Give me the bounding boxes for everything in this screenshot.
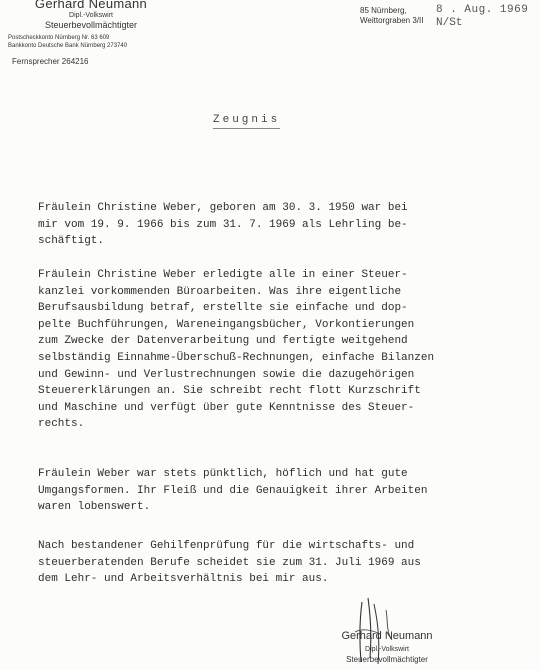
- document-heading: Zeugnis: [213, 114, 280, 129]
- text-line: Fräulein Christine Weber, geboren am 30. 3. 1950 war bei: [38, 202, 408, 214]
- text-line: Nach bestandener Gehilfenprüfung für die wirtschafts- und: [38, 540, 415, 552]
- text-line: und Maschine und verfügt über gute Kenntnisse des Steuer-: [38, 401, 415, 414]
- letter-date: 8 . Aug. 1969: [436, 4, 529, 16]
- text-line: selbständig Einnahme-Überschuß-Rechnungen, einfache Bilanzen: [38, 351, 435, 364]
- letterhead-phone: Fernsprecher 264216: [12, 57, 89, 66]
- text-line: Fräulein Weber war stets pünktlich, höflich und hat gute: [38, 468, 408, 480]
- text-line: und Gewinn- und Verlustrechnungen sowie die dazugehörigen: [38, 368, 415, 381]
- text-line: pelte Buchführungen, Wareneingangsbücher, Vorkontierungen: [38, 318, 415, 331]
- text-line: schäftigt.: [38, 235, 105, 248]
- text-line: dem Lehr- und Arbeitsverhältnis bei mir aus.: [38, 573, 329, 586]
- text-line: Umgangsformen. Ihr Fleiß und die Genauigkeit ihrer Arbeiten: [38, 484, 428, 497]
- text-line: waren lobenswert.: [38, 501, 151, 514]
- text-line: Berufsausbildung betraf, erstellte sie einfache und dop-: [38, 302, 408, 315]
- letterhead: [6, 0, 176, 67]
- reference-initials: N/St: [436, 17, 463, 29]
- letterhead-bank-info: [6, 34, 176, 50]
- text-line: mir vom 19. 9. 1966 bis zum 31. 7. 1969 als Lehrling be-: [38, 218, 408, 231]
- text-line: rechts.: [38, 418, 85, 431]
- letterhead-role: Steuerbevollmächtigter: [44, 20, 138, 30]
- signature-stamp: [312, 630, 462, 665]
- paragraph-2: [38, 267, 508, 433]
- stamp-role: Steuerbevollmächtigter: [346, 655, 428, 664]
- postal-account: Postscheckkonto Nürnberg Nr. 63 609: [8, 35, 110, 41]
- paragraph-3: [38, 466, 508, 516]
- stamp-title: Dipl.-Volkswirt: [365, 646, 409, 653]
- bank-account: Bankkonto Deutsche Bank Nürnberg 273740: [8, 43, 128, 49]
- address-street: Weittorgraben 3/II: [360, 16, 424, 25]
- sender-address: [360, 6, 423, 26]
- text-line: steuerberatenden Berufe scheidet sie zum 31. Juli 1969 aus: [38, 556, 421, 569]
- letterhead-name: Gerhard Neumann: [34, 0, 148, 11]
- paragraph-1: [38, 200, 508, 250]
- address-city: 85 Nürnberg,: [360, 6, 407, 15]
- paragraph-4: [38, 538, 508, 588]
- text-line: Fräulein Christine Weber erledigte alle in einer Steuer-: [38, 269, 408, 281]
- text-line: kanzlei vorkommenden Büroarbeiten. Was ihre eigentliche: [38, 285, 402, 298]
- stamp-name: Gerhard Neumann: [341, 630, 433, 642]
- text-line: Steuererklärungen an. Sie schreibt recht flott Kurzschrift: [38, 385, 421, 398]
- text-line: zum Zwecke der Datenverarbeitung und fertigte weitgehend: [38, 335, 408, 348]
- letterhead-title: Dipl.-Volkswirt: [69, 12, 113, 19]
